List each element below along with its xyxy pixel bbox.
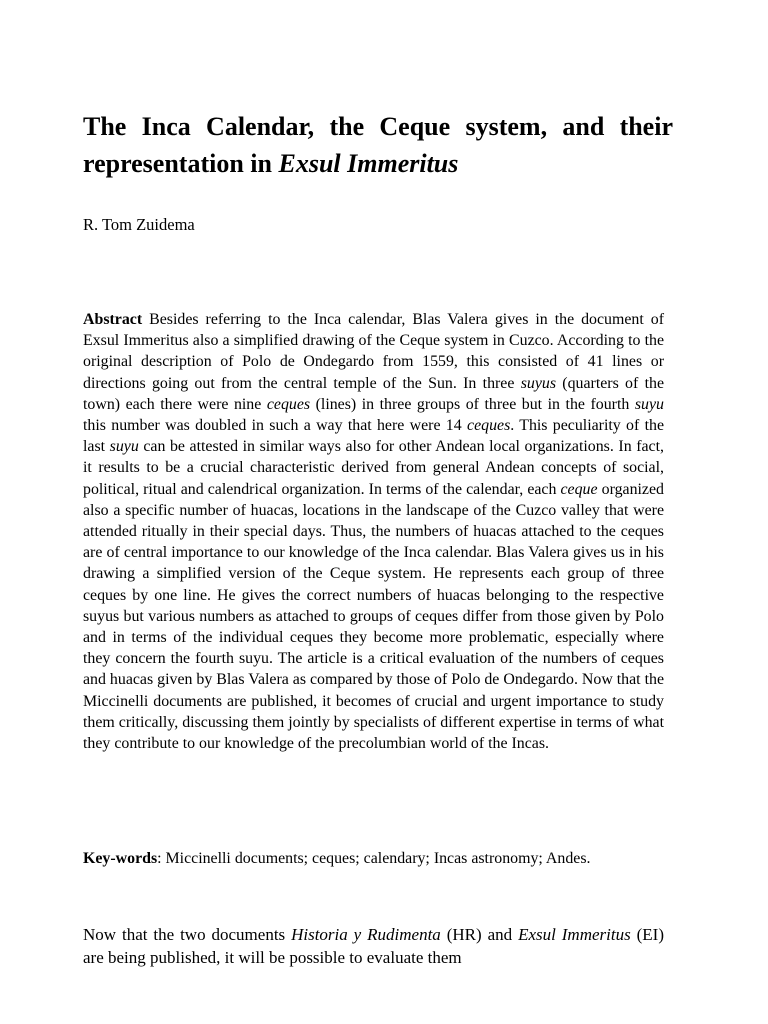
abstract-term: ceques	[266, 395, 311, 413]
keywords-paragraph	[83, 848, 664, 869]
abstract-term: suyu	[109, 438, 139, 456]
abstract-term: suyu	[634, 395, 664, 413]
abstract-text: organized also a specific number of huacas, locations in the landscape of the Cuzco valley that were attended ritually in their special days. Thus, the numbers of huacas attached to the ceques are of central importance to our knowledge of the Inca calendar. Blas Valera gives us in his drawing a simplified version of the Ceque system. He represents each group of three ceques by one line. He gives the correct numbers of huacas belonging to the respective suyus but various numbers as attached to groups of ceques differ from those given by Polo and in terms of the individual ceques they become more problematic, especially where they concern the fourth suyu. The article is a critical evaluation of the numbers of ceques and huacas given by Blas Valera as compared by those of Polo de Ondegardo. Now that the Miccinelli documents are published, it becomes of crucial and urgent importance to study them critically, discussing them jointly by specialists of different expertise in terms of what they contribute to our knowledge of the precolumbian world of the Incas.	[83, 480, 664, 753]
abstract-text: Besides referring to the Inca calendar, Blas Valera gives in the document of Exsul Immeritus also a simplified drawing of the Ceque system in Cuzco. According to the original description of Polo de Ondegardo from 1559, this consisted of 41 lines or directions going out from the central temple of the Sun. In three	[83, 311, 664, 392]
paper-title-main: The Inca Calendar, the Ceque system, and their representation in	[83, 112, 673, 178]
abstract-text: (lines) in three groups of three but in the fourth	[310, 395, 635, 413]
body-text: (HR) and	[440, 925, 519, 944]
body-text: (EI) are being published, it will be possible to evaluate them	[83, 925, 664, 967]
keywords-text: : Miccinelli documents; ceques; calendary; Incas astronomy; Andes.	[157, 850, 591, 867]
abstract-text: this number was doubled in such a way that here were 14	[83, 417, 468, 435]
abstract-term: suyus	[520, 374, 557, 392]
abstract-paragraph	[83, 309, 664, 754]
abstract-text: . This peculiarity of the last	[83, 417, 664, 456]
keywords-label: Key-words	[83, 850, 158, 867]
body-text: Now that the two documents	[83, 925, 292, 944]
paper-title-italic: Exsul Immeritus	[278, 149, 459, 178]
document-title-reference: Exsul Immeritus	[518, 925, 631, 944]
abstract-term: ceques	[467, 417, 511, 435]
abstract-text: can be attested in similar ways also for other Andean local organizations. In fact, it results to be a crucial characteristic derived from general Andean concepts of social, political, ritual and calendrical organization. In terms of the calendar, each	[83, 438, 664, 498]
abstract-label: Abstract	[83, 311, 143, 328]
body-paragraph	[83, 923, 664, 969]
paper-title	[83, 108, 673, 182]
abstract-term: ceque	[560, 480, 598, 498]
abstract-text: (quarters of the town) each there were nine	[83, 374, 664, 413]
document-title-reference: Historia y Rudimenta	[291, 925, 441, 944]
author-name: R. Tom Zuidema	[83, 215, 195, 234]
